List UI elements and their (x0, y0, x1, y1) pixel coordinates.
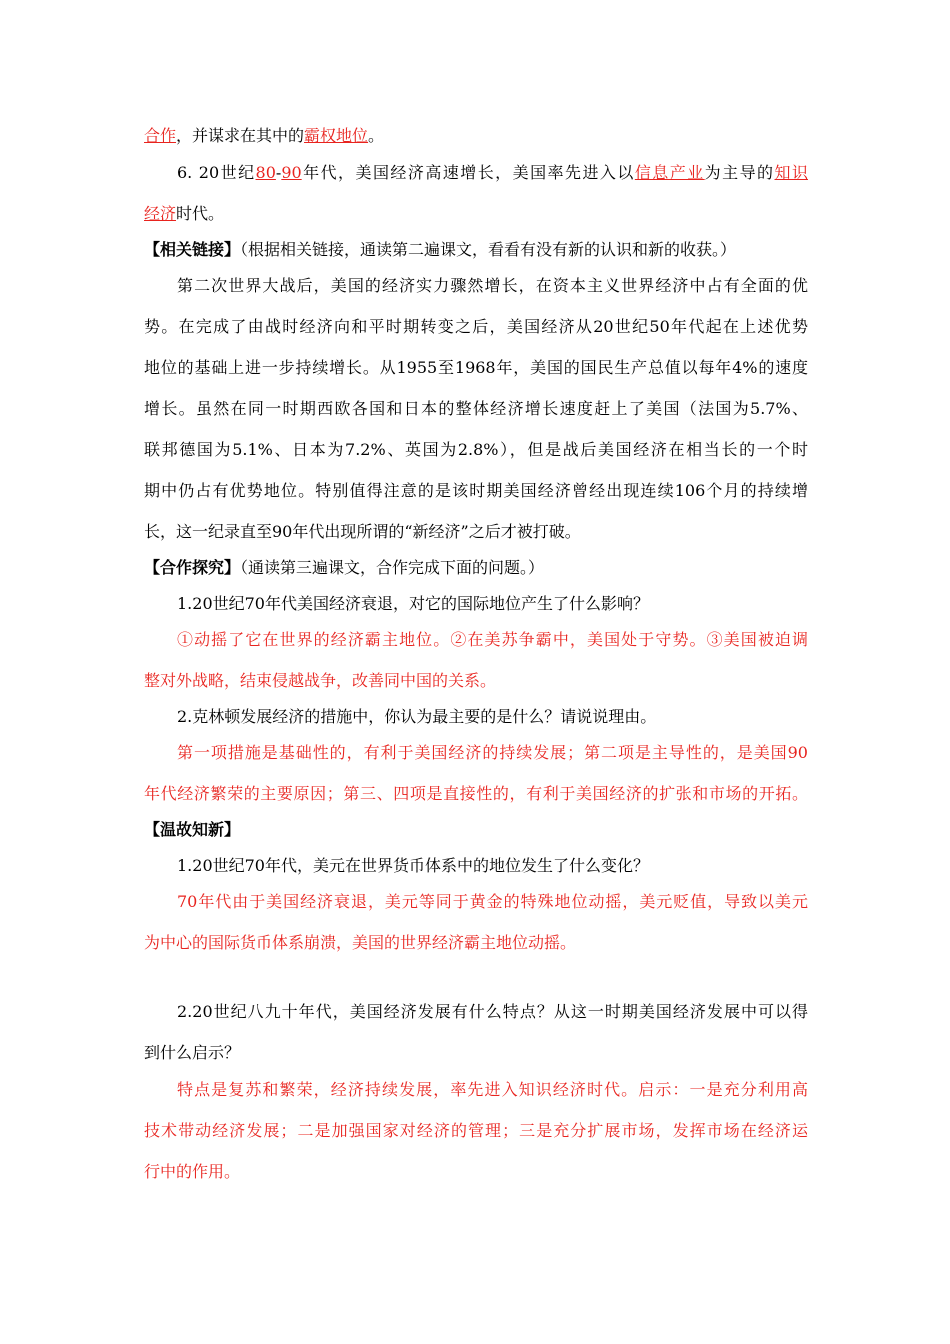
item-6-line-1: 6. 20世纪80-90年代，美国经济高速增长，美国率先进入以信息产业为主导的知识 (177, 163, 808, 182)
answer-line: 为中心的国际货币体系崩溃，美国的世界经济霸主地位动摇。 (144, 933, 577, 952)
paragraph-line: 势。在完成了由战时经济向和平时期转变之后，美国经济从20世纪50年代起在上述优势 (144, 317, 808, 336)
fill-in-answer: 90 (281, 163, 302, 182)
fill-in-answer: 知识 (774, 163, 808, 182)
answer-line: 70年代由于美国经济衰退，美元等同于黄金的特殊地位动摇，美元贬值，导致以美元 (177, 892, 808, 911)
answer-line: 年代经济繁荣的主要原因；第三、四项是直接性的，有利于美国经济的扩张和市场的开拓。 (144, 784, 808, 803)
question-line: 2.20世纪八九十年代，美国经济发展有什么特点？从这一时期美国经济发展中可以得 (177, 1002, 808, 1021)
section-heading: 【温故知新】 (144, 820, 241, 839)
question: 1.20世纪70年代美国经济衰退，对它的国际地位产生了什么影响？ (177, 594, 649, 613)
question-line: 到什么启示？ (144, 1043, 241, 1062)
fill-in-answer: 霸权地位 (304, 126, 369, 145)
answer-line: 行中的作用。 (144, 1162, 241, 1181)
text: 。 (368, 126, 385, 145)
question: 2.克林顿发展经济的措施中，你认为最主要的是什么？请说说理由。 (177, 707, 657, 726)
section-note: （通读第三遍课文，合作完成下面的问题。） (240, 558, 545, 577)
continuation-line (144, 126, 384, 146)
paragraph-line: 期中仍占有优势地位。特别值得注意的是该时期美国经济曾经出现连续106个月的持续增 (144, 481, 808, 500)
answer-line: 特点是复苏和繁荣，经济持续发展，率先进入知识经济时代。启示：一是充分利用高 (177, 1080, 808, 1099)
fill-in-answer: 80 (255, 163, 276, 182)
review-heading-line (144, 820, 240, 840)
section-note: （根据相关链接，通读第二遍课文，看看有没有新的认识和新的收获。） (240, 240, 737, 259)
answer-line: ①动摇了它在世界的经济霸主地位。②在美苏争霸中，美国处于守势。③美国被迫调 (177, 630, 808, 649)
answer-line: 整对外战略，结束侵越战争，改善同中国的关系。 (144, 671, 497, 690)
text: ，并谋求在其中的 (176, 126, 305, 145)
paragraph-line: 第二次世界大战后，美国的经济实力骤然增长，在资本主义世界经济中占有全面的优 (177, 276, 808, 295)
paragraph-line: 地位的基础上进一步持续增长。从1955至1968年，美国的国民生产总值以每年4%的速度 (144, 358, 808, 377)
section-heading: 【相关链接】 (144, 240, 241, 259)
fill-in-answer: 合作 (144, 126, 177, 145)
answer-line: 技术带动经济发展；二是加强国家对经济的管理；三是充分扩展市场，发挥市场在经济运 (144, 1121, 808, 1140)
fill-in-answer: 信息产业 (634, 163, 705, 182)
paragraph-line: 长，这一纪录直至90年代出现所谓的“新经济”之后才被打破。 (144, 522, 581, 541)
section-heading: 【合作探究】 (144, 558, 241, 577)
question: 1.20世纪70年代，美元在世界货币体系中的地位发生了什么变化？ (177, 856, 649, 875)
fill-in-answer: 经济 (144, 204, 177, 223)
item-6-line-2: 经济时代。 (144, 204, 225, 223)
paragraph-line: 增长。虽然在同一时期西欧各国和日本的整体经济增长速度赶上了美国（法国为5.7%、 (144, 399, 808, 418)
related-link-heading-line (144, 240, 736, 260)
explore-heading-line (144, 558, 544, 578)
answer-line: 第一项措施是基础性的，有利于美国经济的持续发展；第二项是主导性的，是美国90 (177, 743, 808, 762)
paragraph-line: 联邦德国为5.1%、日本为7.2%、英国为2.8%），但是战后美国经济在相当长的一个时 (144, 440, 808, 459)
